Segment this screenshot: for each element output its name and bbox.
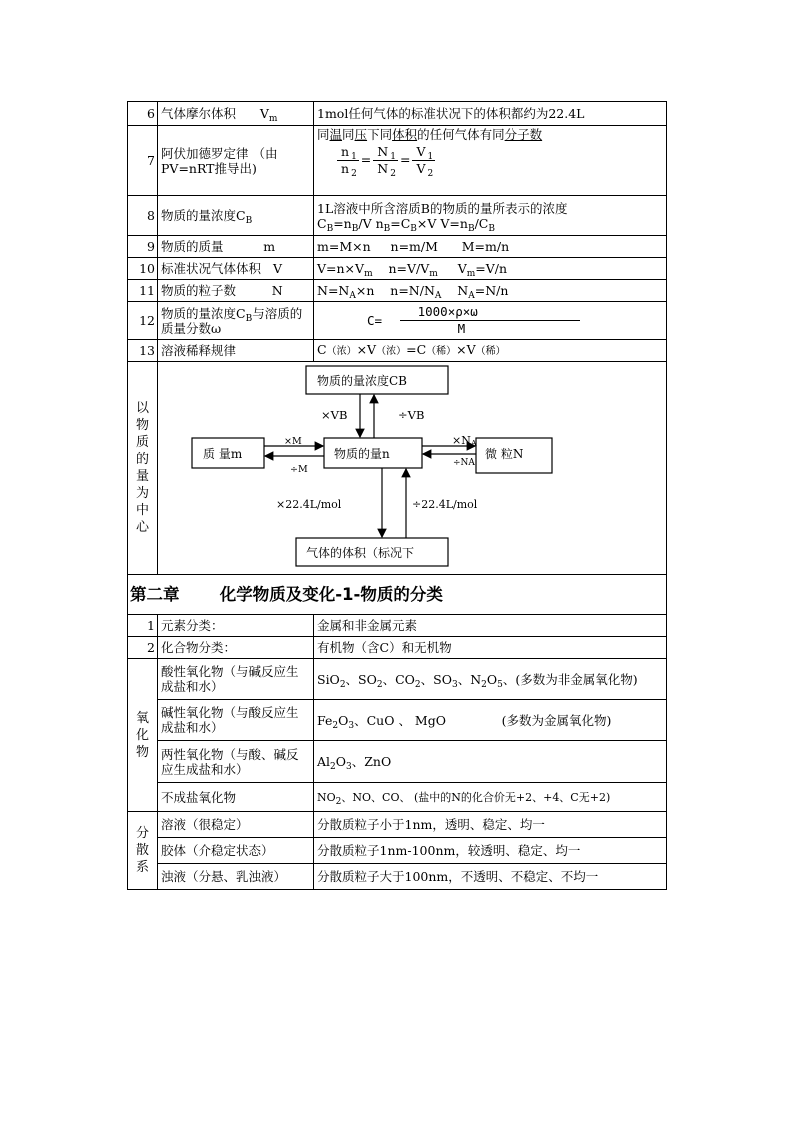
mole-diagram-svg <box>158 362 666 574</box>
row-term: 元素分类： <box>158 615 314 637</box>
amount-box-label: 物质的量n <box>334 447 390 461</box>
label-xvb: ×VB <box>321 408 348 422</box>
table-row <box>128 615 667 637</box>
subscript: 2 <box>414 679 421 690</box>
row-content: $Fe_2O_3$、CuO 、 MgO (多数为金属氧化物) <box>314 700 667 741</box>
subscript: B <box>410 223 417 234</box>
row-number: 8 <box>128 196 158 236</box>
table-row <box>128 838 667 864</box>
concentration-box-label: 物质的量浓度CB <box>317 374 408 388</box>
row-content: SiO$_2$、$SO_2$、$CO_2$、$SO_3$、$N_2O_5$、(多数为非金属氧化物) <box>314 659 667 700</box>
vertical-char: 中 <box>135 503 149 518</box>
table-row <box>128 700 667 741</box>
qualifier: （浓） <box>376 346 407 357</box>
qualifier: （稀） <box>475 346 506 357</box>
subscript: B <box>488 223 495 234</box>
subscript: 2 <box>332 720 339 731</box>
row-term: 物质的量浓度$C_B$ <box>158 196 314 236</box>
row-term: 酸性氧化物（与碱反应生成盐和水） <box>158 659 314 700</box>
row-term: 物质的粒子数 N <box>158 280 314 302</box>
vertical-char: 以 <box>135 401 149 416</box>
fraction: $\frac{n _1}{n _2}$ <box>337 144 359 177</box>
row-content <box>314 126 667 196</box>
mole-concept-diagram <box>158 362 667 575</box>
table-row <box>128 783 667 812</box>
row-content: 金属和非金属元素 <box>314 615 667 637</box>
row-term: 气体摩尔体积 $V_m$ <box>158 102 314 126</box>
vertical-char: 散 <box>135 843 149 858</box>
subscript: m <box>364 269 373 279</box>
subscript: 3 <box>346 762 352 772</box>
row-content <box>314 196 667 236</box>
gas-volume-box-label: 气体的体积（标况下 <box>306 546 415 560</box>
vertical-char: 分 <box>135 826 149 841</box>
row-content: $Al_2O_3$、ZnO <box>314 741 667 783</box>
row-number: 6 <box>128 102 158 126</box>
row-number: 13 <box>128 340 158 362</box>
vertical-char: 量 <box>135 469 149 484</box>
avogadro-ratio-formula: $\frac{n _1}{n _2}$ = $\frac{N _1}{N _2}$ = $\frac{V _1}{V _2}$ <box>317 144 663 177</box>
fraction: $\frac{V _1}{V _2}$ <box>412 144 435 177</box>
subscript: 2 <box>339 679 346 690</box>
fraction: $\frac{N _1}{N _2}$ <box>373 144 398 177</box>
row-term: 溶液稀释规律 <box>158 340 314 362</box>
particles-box-label: 微 粒N <box>485 447 524 461</box>
qualifier: （浓） <box>326 346 357 357</box>
row-number: 2 <box>128 637 158 659</box>
subscript: 3 <box>348 720 355 731</box>
chapter-heading: 第二章 化学物质及变化-1-物质的分类 <box>128 575 667 615</box>
table-row <box>128 575 667 615</box>
vertical-char: 物 <box>135 744 149 760</box>
subscript: 2 <box>481 679 487 690</box>
row-content: C（浓）×V（浓）=C（稀）×V（稀） <box>314 340 667 362</box>
subscript: 3 <box>451 679 458 690</box>
subscript: B <box>326 223 334 234</box>
row-content: 分散质粒子1nm-100nm，较透明、稳定、均一 <box>314 838 667 864</box>
table-row <box>128 637 667 659</box>
table-row <box>128 362 667 575</box>
row-content: 分散质粒子大于100nm，不透明、不稳定、不均一 <box>314 864 667 890</box>
row-number: 1 <box>128 615 158 637</box>
subscript: B <box>351 223 359 234</box>
subscript: 2 <box>335 796 342 807</box>
subscript: A <box>349 291 356 301</box>
row-term: 浊液（分悬、乳浊液） <box>158 864 314 890</box>
row-term: 胶体（介稳定状态） <box>158 838 314 864</box>
table-row <box>128 302 667 340</box>
subscript: 2 <box>330 762 336 772</box>
row-number: 11 <box>128 280 158 302</box>
row-number: 9 <box>128 236 158 258</box>
subscript: 2 <box>376 679 383 690</box>
row-content: $V=n\times V_m$ $n=V/V_m$ $V_m=V/n$ <box>314 258 667 280</box>
row-content <box>314 302 667 340</box>
row-content: 1mol任何气体的标准状况下的体积都约为22.4L <box>314 102 667 126</box>
label-xm: ×M <box>284 436 302 447</box>
table-row <box>128 864 667 890</box>
vertical-char: 质 <box>135 435 149 450</box>
label-xna: ×NA <box>452 434 477 448</box>
vertical-char: 物 <box>135 418 149 433</box>
row-number: 12 <box>128 302 158 340</box>
row-term: 碱性氧化物（与酸反应生成盐和水） <box>158 700 314 741</box>
subscript: m <box>429 269 438 279</box>
chemistry-summary-table <box>127 101 667 890</box>
diagram-side-label <box>128 362 158 575</box>
vertical-char: 为 <box>135 486 149 501</box>
mass-box-label: 质 量m <box>203 447 243 461</box>
table-row <box>128 102 667 126</box>
row-term: 溶液（很稳定） <box>158 812 314 838</box>
row-content: 分散质粒子小于1nm，透明、稳定、均一 <box>314 812 667 838</box>
row-term: 标准状况气体体积 V <box>158 258 314 280</box>
label-div224: ÷22.4L/mol <box>412 498 478 511</box>
table-row <box>128 280 667 302</box>
row-content: m=M×n n=m/M M=m/n <box>314 236 667 258</box>
subscript: B <box>383 223 391 234</box>
mass-fraction-formula: C= $\frac{1000\times\rho\times\omega}{M}$ <box>317 304 663 337</box>
row-number: 7 <box>128 126 158 196</box>
label-x224: ×22.4L/mol <box>276 498 342 511</box>
row-number: 10 <box>128 258 158 280</box>
row-content: 有机物（含C）和无机物 <box>314 637 667 659</box>
table-row <box>128 258 667 280</box>
vertical-char: 氧 <box>135 710 149 726</box>
dispersion-group-label <box>128 812 158 890</box>
vertical-char: 心 <box>135 520 149 535</box>
vertical-char: 化 <box>135 727 149 743</box>
row-content: $NO_2$、NO、CO、 (盐中的N的化合价无+2、+4、C无+2) <box>314 783 667 812</box>
concentration-definition: 1L溶液中所含溶质B的物质的量所表示的浓度 <box>317 200 568 216</box>
vertical-char: 的 <box>135 452 149 467</box>
subscript: A <box>434 291 442 301</box>
table-row <box>128 236 667 258</box>
qualifier: （稀） <box>426 346 457 357</box>
label-divm: ÷M <box>290 464 308 475</box>
table-row <box>128 812 667 838</box>
table-row <box>128 340 667 362</box>
concentration-formula: $C_B=n_B/V$ $n_B=C_B\times V$ $V=n_B/C_B$ <box>317 215 495 234</box>
row-term: 化合物分类： <box>158 637 314 659</box>
subscript: 5 <box>497 679 503 690</box>
oxides-group-label <box>128 659 158 812</box>
label-divvb: ÷VB <box>398 408 425 422</box>
subscript: B <box>467 223 475 234</box>
row-term: 物质的质量 m <box>158 236 314 258</box>
table-row <box>128 741 667 783</box>
table-row <box>128 126 667 196</box>
row-term: 不成盐氧化物 <box>158 783 314 812</box>
table-row <box>128 659 667 700</box>
subscript: m <box>466 269 476 279</box>
subscript: A <box>468 291 475 301</box>
vertical-char: 系 <box>135 860 149 875</box>
row-term: 阿伏加德罗定律 （由PV=nRT推导出) <box>158 126 314 196</box>
label-divna: ÷NA <box>453 458 475 468</box>
table-row <box>128 196 667 236</box>
avogadro-statement: 同温同压下同体积的任何气体有同分子数 <box>317 127 543 142</box>
row-content: $N=N_A\times n$ $n=N/N_A$ $N_A=N/n$ <box>314 280 667 302</box>
row-term: 物质的量浓度$C_B$与溶质的质量分数ω <box>158 302 314 340</box>
fraction: $\frac{1000\times\rho\times\omega}{M}$ <box>400 304 580 337</box>
row-term: 两性氧化物（与酸、碱反应生成盐和水） <box>158 741 314 783</box>
